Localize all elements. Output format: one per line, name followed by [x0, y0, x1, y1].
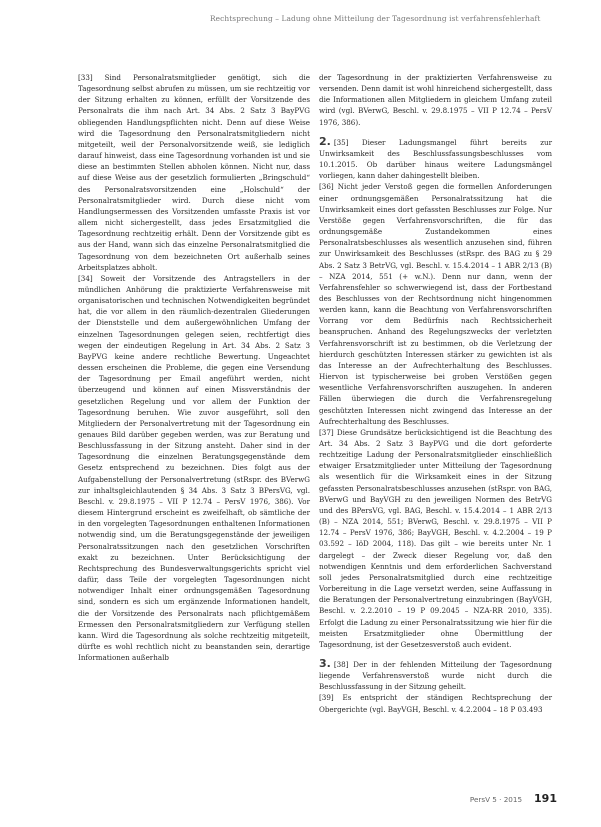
page-number: 191	[534, 792, 557, 805]
paragraph-33: [33] Sind Personalratsmitglieder genötigt, sich die Tagesordnung selbst abrufen zu müssen, um sie rechtzeitig vor der Sitzung erhalten zu können, erfüllt der Vorsitzende des Personalrats die ihm nach Art. 34 Abs. 2 Satz 3 BayPVG obliegenden Handlungspflichten nicht. Denn auf diese Weise wird die Tagesordnung den Personalratsmitgliedern nicht mitgeteilt, weil der Personalvorsitzende weiß, sie lediglich darauf hinweist, dass eine Tagesordnung vorhanden ist und sie diese an bestimmten Stellen abholen können. Nicht nur, dass auf diese Weise aus der gesetzlich formulierten „Bringschuld“ des Personalratsvorsitzenden eine „Holschuld“ der Personalratsmitglieder wird. Durch diese nicht vom Handlungsermessen des Vorsitzenden umfasste Praxis ist vor allem nicht sichergestellt, dass jedes Ersatzmitglied die Tagesordnung rechtzeitig erhält. Denn der Vorsitzende gibt es aus der Hand, wann sich das einzelne Personalratsmitglied die Tagesordnung von dem bezeichneten Ort außerhalb seines Arbeitsplatzes abholt.	[78, 73, 310, 272]
paragraph-text: [35] Dieser Ladungsmangel führt bereits zur Unwirksamkeit des Beschlussfassungsbeschlusses vom 10.1.2015. Ob darüber hinaus weitere Ladungsmängel vorliegen, kann daher dahingestellt bleiben.	[319, 137, 552, 181]
paragraph-39: [39] Es entspricht der ständigen Rechtsprechung der Obergerichte (vgl. BayVGH, Beschl. v. 4.2.2004 – 18 P 03.493	[319, 693, 552, 714]
page-footer	[470, 792, 557, 805]
paragraph-37: [37] Diese Grundsätze berücksichtigend ist die Beachtung des Art. 34 Abs. 2 Satz 3 BayPVG und die dort geforderte rechtzeitige Ladung der Personalratsmitglieder einschließlich etwaiger Ersatzmitglieder unter Mitteilung der Tagesordnung als wesentlich für die Wirksamkeit eines in der Sitzung gefassten Personalratsbeschlusses anzusehen (stRspr. von BAG, BVerwG und BayVGH zu den jeweiligen Normen des BetrVG und des BPersVG, vgl. BAG, Beschl. v. 15.4.2014 – 1 ABR 2/13 (B) – NZA 2014, 551; BVerwG, Beschl. v. 29.8.1975 – VII P 12.74 – PersV 1976, 386; BayVGH, Beschl. v. 4.2.2004 – 19 P 03.592 – IöD 2004, 118). Das gilt – wie bereits unter Nr. 1 dargelegt – der Zweck dieser Regelung vor, daß den notwendigen Kenntnis und dem erforderlichen Sachverstand soll jedes Personalratsmitglied durch eine rechtzeitige Vorbereitung in die Lage versetzt werden, seine Auffassung in die Beratungen der Personalvertretung einzubringen (BayVGH, Beschl. v. 2.2.2010 – 19 P 09.2045 – NZA-RR 2010, 335). Erfolgt die Ladung zu einer Personalratssitzung wie hier für die meisten Ersatzmitglieder ohne Übermittlung der Tagesordnung, ist der Gesetzesverstoß auch evident.	[319, 427, 552, 649]
paragraph-34-continued: der Tagesordnung in der praktizierten Verfahrensweise zu versenden. Denn damit ist wohl hinreichend sichergestellt, dass die Informationen allen Mitgliedern in gleichem Umfang zuteil wird (vgl. BVerwG, Beschl. v. 29.8.1975 – VII P 12.74 – PersV 1976, 386).	[319, 73, 552, 127]
paragraph-36: [36] Nicht jeder Verstoß gegen die formellen Anforderungen einer ordnungsgemäßen Personalratssitzung hat die Unwirksamkeit eines dort gefassten Beschlusses zur Folge. Nur Verstöße gegen Verfahrensvorschriften, die für das ordnungsgemäße Zustandekommen eines Personalratsbeschlusses als wesentlich anzusehen sind, führen zur Unwirksamkeit des Beschlusses (stRspr. des BAG zu § 29 Abs. 2 Satz 3 BetrVG, vgl. Beschl. v. 15.4.2014 – 1 ABR 2/13 (B) – NZA 2014, 551 (+ w.N.). Denn nur dann, wenn der Verfahrensfehler so schwerwiegend ist, dass der Fortbestand des Beschlusses von der Rechtsordnung nicht hingenommen werden kann, kann die Beachtung von Verfahrensvorschriften Vorrang vor dem Bedürfnis nach Rechtssicherheit beanspruchen. Anhand des Regelungszwecks der verletzten Verfahrensvorschrift ist zu bestimmen, ob die Verletzung der hierdurch geschützten Interessen stärker zu gewichten ist als das Interesse an der Aufrechterhaltung des Beschlusses. Hiervon ist typischerweise bei groben Verstößen gegen wesentliche Verfahrensvorschriften auszugehen. In anderen Fällen überwiegen die durch die Verfahrensregelung geschützten Interessen nicht zwingend das Interesse an der Aufrechterhaltung des Beschlusses.	[319, 182, 552, 426]
section-2-paragraph-35	[319, 136, 552, 182]
paragraph-text: [38] Der in der fehlenden Mitteilung der Tagesordnung liegende Verfahrensverstoß wurde nicht durch die Beschlussfassung in der Sitzung geheilt.	[319, 659, 552, 692]
left-column	[78, 72, 310, 663]
running-head: Rechtsprechung – Ladung ohne Mitteilung der Tagesordnung ist verfahrensfehlerhaft	[210, 14, 541, 23]
section-3-paragraph-38	[319, 658, 552, 692]
section-number: 2.	[319, 134, 331, 148]
paragraph-34: [34] Soweit der Vorsitzende des Antragstellers in der mündlichen Anhörung die praktizierte Verfahrensweise mit organisatorischen und technischen Notwendigkeiten begründet hat, die vor allem in den räumlich-dezentralen Gliederungen der Dienststelle und dem außergewöhnlichen Umfang der einzelnen Tagesordnungen gelegen seien, rechtfertigt dies wegen der eindeutigen Regelung in Art. 34 Abs. 2 Satz 3 BayPVG keine andere rechtliche Bewertung. Ungeachtet dessen erscheinen die Probleme, die gegen eine Versendung der Tagesordnung per Email angeführt werden, nicht überzeugend und können auf einen Missverständnis der gesetzlichen Regelung und vor allem der Funktion der Tagesordnung beruhen. Wie zuvor ausgeführt, soll den Mitgliedern der Personalvertretung mit der Tagesordnung ein genaues Bild darüber gegeben werden, was zur Beratung und Beschlussfassung in der Sitzung ansteht. Daher sind in der Tagesordnung die einzelnen Beratungsgegenstände dem Gesetz entsprechend zu bezeichnen. Dies folgt aus der Aufgabenstellung der Personalvertretung (stRspr. des BVerwG zur inhaltsgleichlautenden § 34 Abs. 3 Satz 3 BPersVG, vgl. Beschl. v. 29.8.1975 – VII P 12.74 – PersV 1976, 386). Vor diesem Hintergrund erscheint es zweifelhaft, ob sämtliche der in den vorgelegten Tagesordnungen enthaltenen Informationen notwendig sind, um die Beratungsgegenstände der jeweiligen Personalratssitzungen nach den gesetzlichen Vorschriften exakt zu bezeichnen. Unter Berücksichtigung der Rechtsprechung des Bundesverwaltungsgerichts spricht viel dafür, dass Teile der vorgelegten Tagesordnungen nicht notwendiger Inhalt einer ordnungsgemäßen Tagesordnung sind, sondern es sich um ergänzende Informationen handelt, die der Vorsitzende des Personalrats nach pflichtgemäßem Ermessen den Personalratsmitgliedern zur Verfügung stellen kann. Wird die Tagesordnung als solche rechtzeitig mitgeteilt, dürfte es wohl rechtlich nicht zu beanstanden sein, derartige Informationen außerhalb	[78, 273, 310, 663]
right-column	[319, 72, 552, 715]
journal-issue: PersV 5 · 2015	[469, 795, 523, 804]
section-number: 3.	[319, 656, 331, 670]
